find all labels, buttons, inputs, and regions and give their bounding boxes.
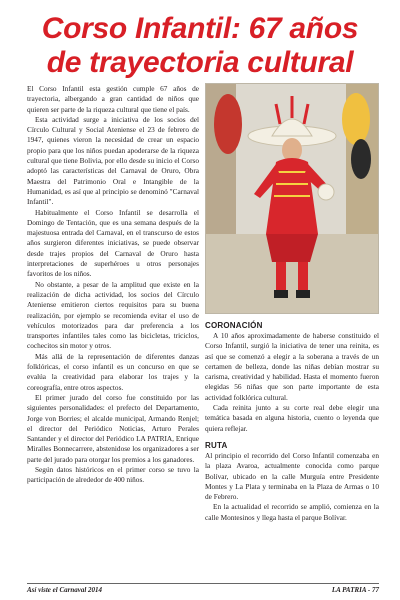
- article-paragraph-4: No obstante, a pesar de la amplitud que existe en la realización de dicha actividad, los socios del Círculo Ateniense emitieron ciertos requisitos para su buena realización, por ejemplo se recomienda evitar el uso de vehículos motorizados para dar preferencia a los transportes infantiles tales como las bicicletas, triciclos, cochecitos sin motor y otros.: [27, 279, 199, 351]
- child-dancer-photo: [205, 83, 379, 314]
- ruta-paragraph-1: Al principio el recorrido del Corso Infantil comenzaba en la plaza Avaroa, actualmente conocida como parque Bolívar, ubicado en la calle Murguía entre Presidente Montes y La Plata y terminaba en la Plaza de Armas o 10 de Febrero.: [205, 450, 379, 502]
- article-paragraph-7: Según datos históricos en el primer corso se tuvo la participación de alrededor de 400 niños.: [27, 464, 199, 485]
- article-paragraph-2: Esta actividad surge a iniciativa de los socios del Círculo Cultural y Social Ateniense el 23 de febrero de 1947, quienes vieron la necesidad de crear un espacio propio para que los niños puedan apoderarse de la riqueza cultural que tiene Bolivia, por ello desde su inicio el Corso adoptó las características del Carnaval de Oruro, Obra Maestra del Patrimonio Oral e Intangible de la Humanidad, es así que al principio se denominó "Carnaval Infantil".: [27, 114, 199, 207]
- left-column: [27, 84, 199, 579]
- article-paragraph-3: Habitualmente el Corso Infantil se desarrolla el Domingo de Tentación, que es una semana después de la majestuosa entrada del Carnaval, en el transcurso de estos años surgieron diferentes iniciativas, se puede observar desde trajes propios del Carnaval de Oruro hasta interpretaciones de superhéroes u otros personajes favoritos de los niños.: [27, 207, 199, 279]
- right-column: [205, 320, 379, 580]
- coronacion-paragraph-2: Cada reinita junto a su corte real debe elegir una temática basada en alguna historia, cuento o leyenda que quiera reflejar.: [205, 403, 379, 433]
- ruta-paragraph-2: En la actualidad el recorrido se amplió, comienza en la calle Montesinos y llega hasta el parque Bolívar.: [205, 502, 379, 522]
- headline-line-1: Corso Infantil: 67 años: [41, 12, 359, 45]
- article-paragraph-5: Más allá de la representación de diferentes danzas folklóricas, el corso infantil es un concurso en que se evalúa la creatividad para elaborar los trajes y la coreografía, entre otros aspectos.: [27, 351, 199, 392]
- child-dancer-in-carnival-costume-photo: [206, 84, 378, 313]
- page-footer: [27, 583, 379, 596]
- section-heading-ruta: RUTA: [205, 440, 228, 450]
- section-heading-coronacion: CORONACIÓN: [205, 321, 263, 330]
- footer-page-number: LA PATRIA - 77: [331, 586, 379, 594]
- headline-line-2: de trayectoria cultural: [46, 46, 354, 79]
- coronacion-paragraph-1: A 10 años aproximadamente de haberse constituido el Corso Infantil, surgió la iniciativa de tener una reinita, es así que se comenzó a elegir a la soberana a través de un certamen de belleza, donde las niñas debían mostrar su carisma, creatividad y habilidad. Hasta el momento fueron elegidas 56 niñas que son parte importante de esta actividad folklórica cultural.: [205, 331, 379, 402]
- footer-section-name: Así viste el Carnaval 2014: [27, 586, 103, 594]
- article-paragraph-1: El Corso Infantil esta gestión cumple 67 años de trayectoria, albergando a gran cantidad de niños que quieren ser parte de la riqueza cultural que tiene el país.: [27, 84, 199, 114]
- article-paragraph-6: El primer jurado del corso fue constituido por las siguientes personalidades: el prefecto del Departamento, Jorge von Borries; el alcalde municipal, Armando Renjel; el director del Periódico Noticias, Arturo Perales Santander y el director del Periódico LA PATRIA, Enrique Miralles Bonnecarrere, abstenidose los organizadores a ser parte del jurado para otorgar los premios a los ganadores.: [27, 392, 199, 464]
- headline: [8, 12, 392, 80]
